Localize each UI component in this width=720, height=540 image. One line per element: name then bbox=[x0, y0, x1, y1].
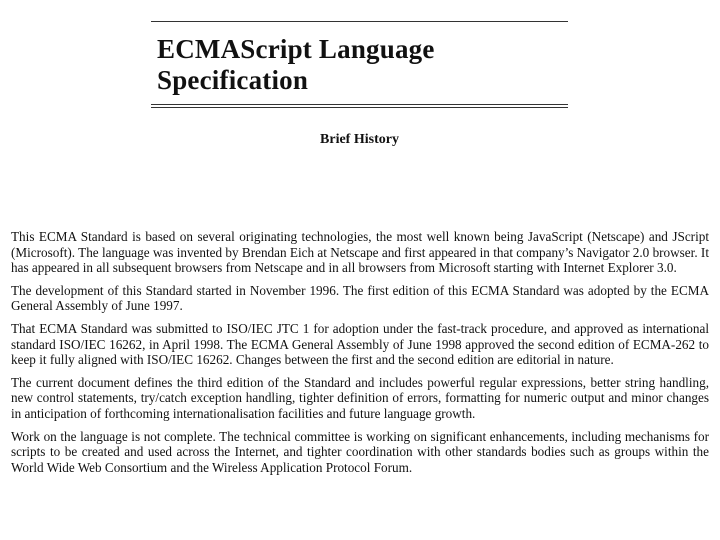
document-title-line-1: ECMAScript Language bbox=[157, 34, 435, 64]
section-heading: Brief History bbox=[320, 132, 399, 147]
document-title-line-2: Specification bbox=[157, 65, 309, 95]
body-text bbox=[11, 229, 709, 482]
paragraph-iso-adoption: That ECMA Standard was submitted to ISO/IEC JTC 1 for adoption under the fast-track procedure, and approved as international standard ISO/IEC 16262, in April 1998. The ECMA General Assembly of June 1998 approved the second edition of ECMA-262 to keep it fully aligned with ISO/IEC 16262. Changes between the first and the second edition are editorial in nature. bbox=[11, 320, 709, 368]
paragraph-third-edition: The current document defines the third edition of the Standard and includes powerful regular expressions, better string handling, new control statements, try/catch exception handling, tighter definition of errors, formatting for numeric output and minor changes in anticipation of forthcoming internationalisation facilities and future language growth. bbox=[11, 374, 709, 421]
title-bottom-double-rule bbox=[151, 104, 568, 108]
document-title bbox=[157, 34, 567, 96]
paragraph-origins: This ECMA Standard is based on several originating technologies, the most well known being JavaScript (Netscape) and JScript (Microsoft). The language was invented by Brendan Eich at Netscape and first appeared in that company’s Navigator 2.0 browser. It has appeared in all subsequent browsers from Netscape and in all browsers from Microsoft starting with Internet Explorer 3.0. bbox=[11, 229, 709, 276]
paragraph-development: The development of this Standard started in November 1996. The first edition of this ECMA Standard was adopted by the ECMA General Assembly of June 1997. bbox=[11, 282, 709, 314]
paragraph-future-work: Work on the language is not complete. The technical committee is working on significant enhancements, including mechanisms for scripts to be created and used across the Internet, and tighter coordination with other standards bodies such as groups within the World Wide Web Consortium and the Wireless Application Protocol Forum. bbox=[11, 428, 709, 475]
title-top-rule bbox=[151, 21, 568, 22]
